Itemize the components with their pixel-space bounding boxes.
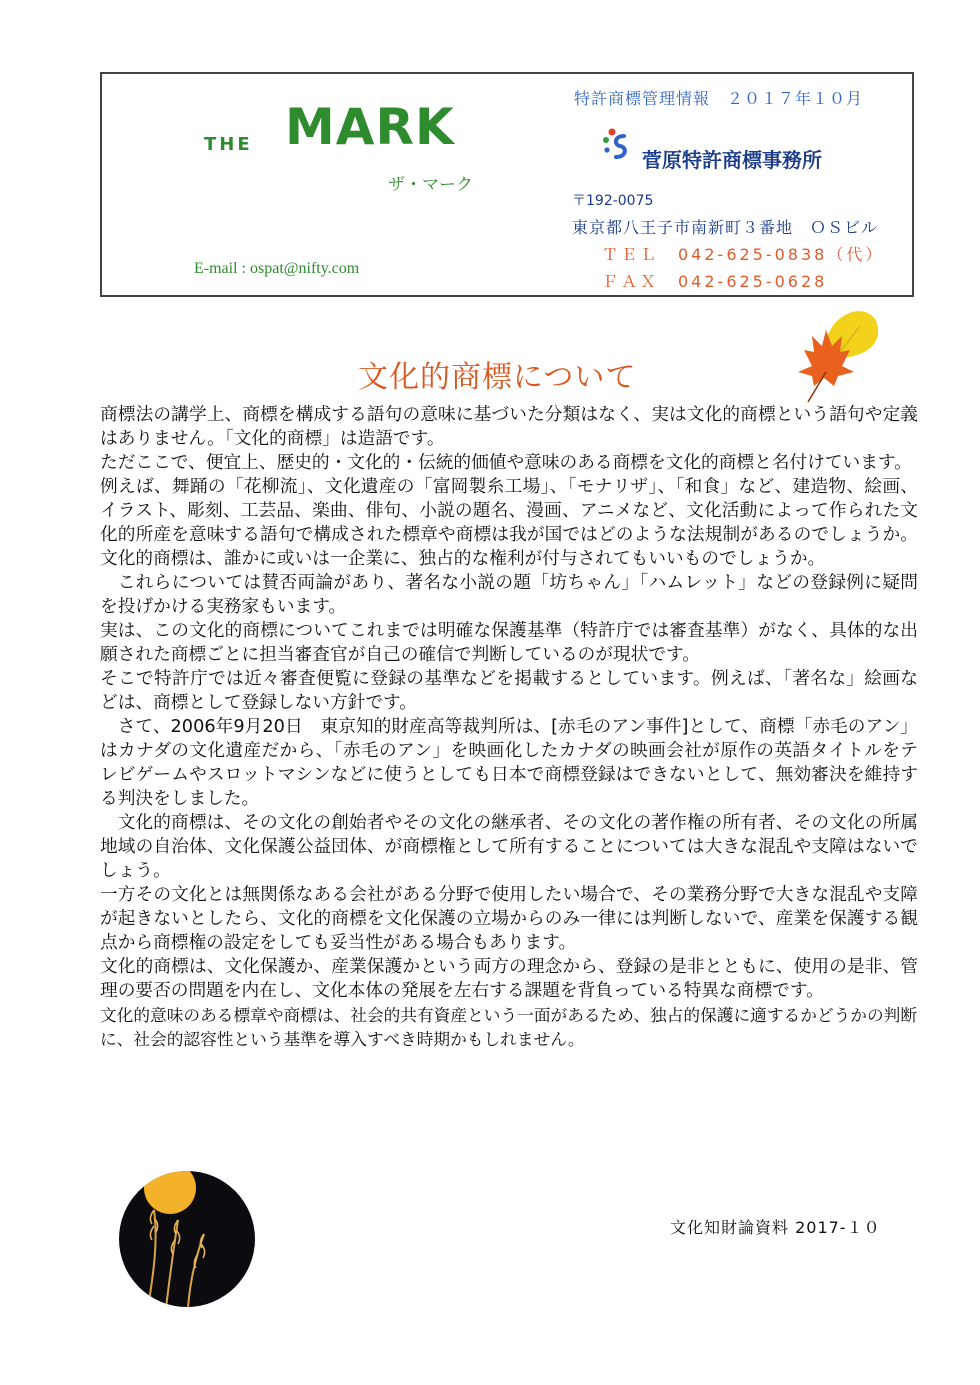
fax-number: ＦＡＸ 042-625-0628 bbox=[602, 272, 828, 291]
newsletter-issue: 特許商標管理情報 ２０１７年１０月 bbox=[574, 89, 864, 108]
letterhead-box bbox=[100, 72, 914, 297]
paragraph: これらについては賛否両論があり、著名な小説の題「坊ちゃん」「ハムレット」などの登録例に疑問を投げかける実務家もいます。 bbox=[100, 573, 918, 617]
paragraph: 例えば、舞踊の「花柳流」、文化遺産の「富岡製糸工場」、「モナリザ」、「和食」など、建造物、絵画、イラスト、彫刻、工芸品、楽曲、俳句、小説の題名、漫画、アニメなど、文化活動によって作られた文化的所産を意味する語句で構成された標章や商標は我が国ではどのような法規制があるのでしょうか。文化的商標は、誰かに或いは一企業に、独占的な権利が付与されてもいいものでしょうか。 bbox=[100, 477, 918, 569]
paragraph: そこで特許庁では近々審査便覧に登録の基準などを掲載するとしています。例えば、「著名な」絵画などは、商標として登録しない方針です。 bbox=[100, 669, 918, 713]
article-title: 文化的商標について bbox=[358, 360, 637, 395]
document-reference: 文化知財論資料 2017-１０ bbox=[670, 1218, 881, 1237]
autumn-leaves-illustration bbox=[768, 306, 888, 406]
phone-number: ＴＥＬ 042-625-0838（代） bbox=[602, 245, 885, 264]
brand-the-text: THE bbox=[204, 134, 253, 155]
postal-code: 〒192-0075 bbox=[572, 193, 654, 209]
firm-logo-icon bbox=[602, 126, 630, 162]
brand-mark-logo: MARK bbox=[285, 98, 455, 156]
paragraph: 実は、この文化的商標についてこれまでは明確な保護基準（特許庁では審査基準）がなく、具体的な出願された商標ごとに担当審査官が自己の確信で判断しているのが現状です。 bbox=[100, 621, 918, 665]
paragraph: ただここで、便宜上、歴史的・文化的・伝統的価値や意味のある商標を文化的商標と名付けています。 bbox=[100, 453, 912, 473]
paragraph: 文化的商標は、その文化の創始者やその文化の継承者、その文化の著作権の所有者、その文化の所属地域の自治体、文化保護公益団体、が商標権として所有することについては大きな混乱や支障はないでしょう。 bbox=[100, 813, 918, 881]
paragraph: 文化的意味のある標章や商標は、社会的共有資産という一面があるため、独占的保護に適するかどうかの判断に、社会的認容性という基準を導入すべき時期かもしれません。 bbox=[100, 1005, 918, 1049]
firm-address: 東京都八王子市南新町３番地 ＯＳビル bbox=[572, 218, 879, 237]
brand-kana-text: ザ・マーク bbox=[388, 175, 473, 195]
firm-name: 菅原特許商標事務所 bbox=[642, 148, 822, 172]
moon-pampas-grass-illustration bbox=[118, 1170, 256, 1308]
article-body bbox=[100, 403, 918, 1051]
email-address: E-mail : ospat@nifty.com bbox=[194, 260, 360, 277]
paragraph: さて、2006年9月20日 東京知的財産高等裁判所は、[赤毛のアン事件]として、商標「赤毛のアン」はカナダの文化遺産だから、「赤毛のアン」を映画化したカナダの映画会社が原作の英語タイトルをテレビゲームやスロットマシンなどに使うとしても日本で商標登録はできないとして、無効審決を維持する判決をしました。 bbox=[100, 717, 918, 809]
paragraph: 一方その文化とは無関係なある会社がある分野で使用したい場合で、その業務分野で大きな混乱や支障が起きないとしたら、文化的商標を文化保護の立場からのみ一律には判断しないで、産業を保護する観点から商標権の設定をしても妥当性がある場合もあります。 bbox=[100, 885, 918, 953]
paragraph: 文化的商標は、文化保護か、産業保護かという両方の理念から、登録の是非とともに、使用の是非、管理の要否の問題を内在し、文化本体の発展を左右する課題を背負っている特異な商標です。 bbox=[100, 957, 918, 1001]
paragraph: 商標法の講学上、商標を構成する語句の意味に基づいた分類はなく、実は文化的商標という語句や定義はありません。「文化的商標」は造語です。 bbox=[100, 405, 918, 449]
